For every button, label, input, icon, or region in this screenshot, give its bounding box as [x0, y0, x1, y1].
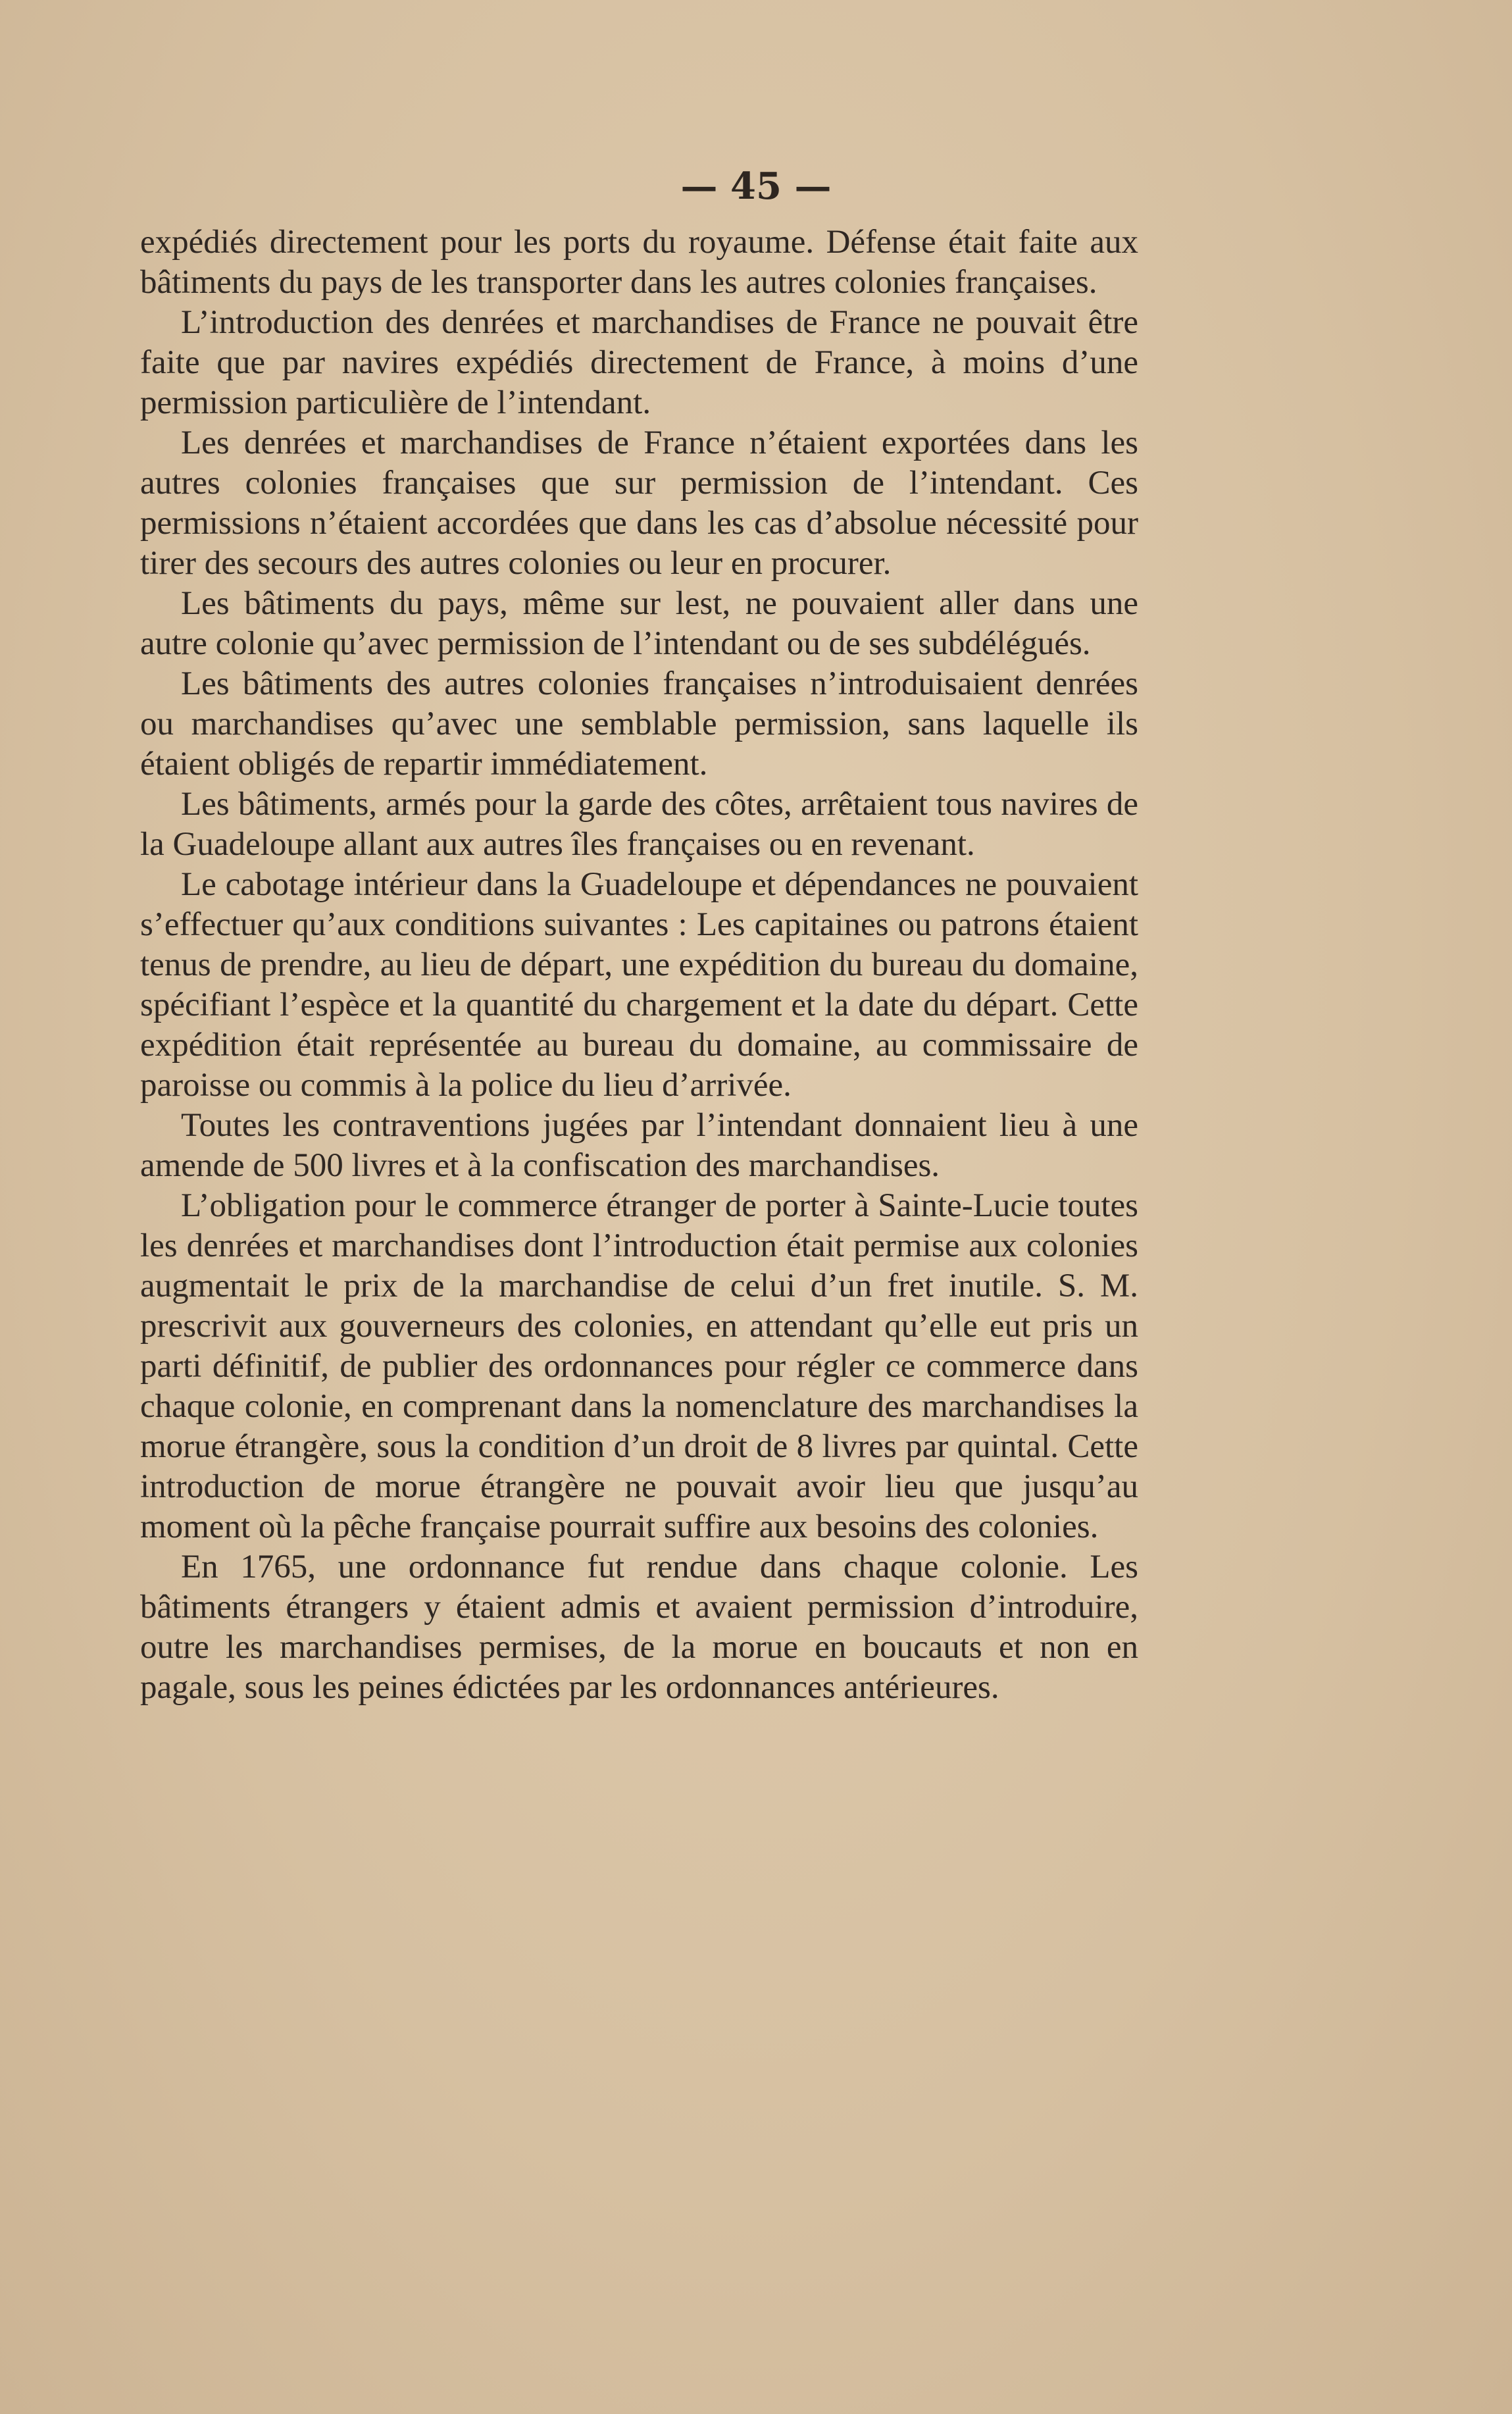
paragraph-7: Le cabotage intérieur dans la Guadeloupe et dépendances ne pouvaient s’effectuer qu’aux conditions suivantes : Les capitaines ou patrons étaient tenus de prendre, au lieu de départ, une expédition du bureau du domaine, spécifiant l’espèce et la quantité du chargement et la date du départ. Cette expédition était représentée au bureau du domaine, au commissaire de paroisse ou commis à la police du lieu d’arrivée. — [140, 866, 1138, 1104]
paragraph-3: Les denrées et marchandises de France n’étaient exportées dans les autres colonies françaises que sur permission de l’intendant. Ces permissions n’étaient accordées que dans les cas d’absolue nécessité pour tirer des secours des autres colonies ou leur en procurer. — [140, 424, 1138, 582]
paragraph-6: Les bâtiments, armés pour la garde des côtes, arrêtaient tous navires de la Guadeloupe allant aux autres îles françaises ou en revenant. — [140, 786, 1138, 863]
paragraph-2: L’introduction des denrées et marchandises de France ne pouvait être faite que par navires expédiés directement de France, à moins d’une permission particulière de l’intendant. — [140, 304, 1138, 421]
page-number: — 45 — — [680, 165, 832, 208]
paragraph-8: Toutes les contraventions jugées par l’intendant donnaient lieu à une amende de 500 livres et à la confiscation des marchandises. — [140, 1107, 1138, 1184]
paragraph-9: L’obligation pour le commerce étranger de porter à Sainte-Lucie toutes les denrées et marchandises dont l’introduction était permise aux colonies augmentait le prix de la marchandise de celui d’un fret inutile. S. M. prescrivit aux gouverneurs des colonies, en attendant qu’elle eut pris un parti définitif, de publier des ordonnances pour régler ce commerce dans chaque colonie, en comprenant dans la nomenclature des marchandises la morue étrangère, sous la condition d’un droit de 8 livres par quintal. Cette introduction de morue étrangère ne pouvait avoir lieu que jusqu’au moment où la pêche française pourrait suffire aux besoins des colonies. — [140, 1187, 1138, 1545]
paragraph-5: Les bâtiments des autres colonies françaises n’introduisaient denrées ou marchandises qu’avec une semblable permission, sans laquelle ils étaient obligés de repartir immédiatement. — [140, 665, 1138, 783]
body-text — [140, 222, 1138, 1708]
paragraph-10: En 1765, une ordonnance fut rendue dans chaque colonie. Les bâtiments étrangers y étaient admis et avaient permission d’introduire, outre les marchandises permises, de la morue en boucauts et non en pagale, sous les peines édictées par les ordonnances antérieures. — [140, 1549, 1138, 1706]
paragraph-4: Les bâtiments du pays, même sur lest, ne pouvaient aller dans une autre colonie qu’avec permission de l’intendant ou de ses subdélégués. — [140, 585, 1138, 662]
paragraph-1: expédiés directement pour les ports du royaume. Défense était faite aux bâtiments du pays de les transporter dans les autres colonies françaises. — [140, 224, 1138, 301]
